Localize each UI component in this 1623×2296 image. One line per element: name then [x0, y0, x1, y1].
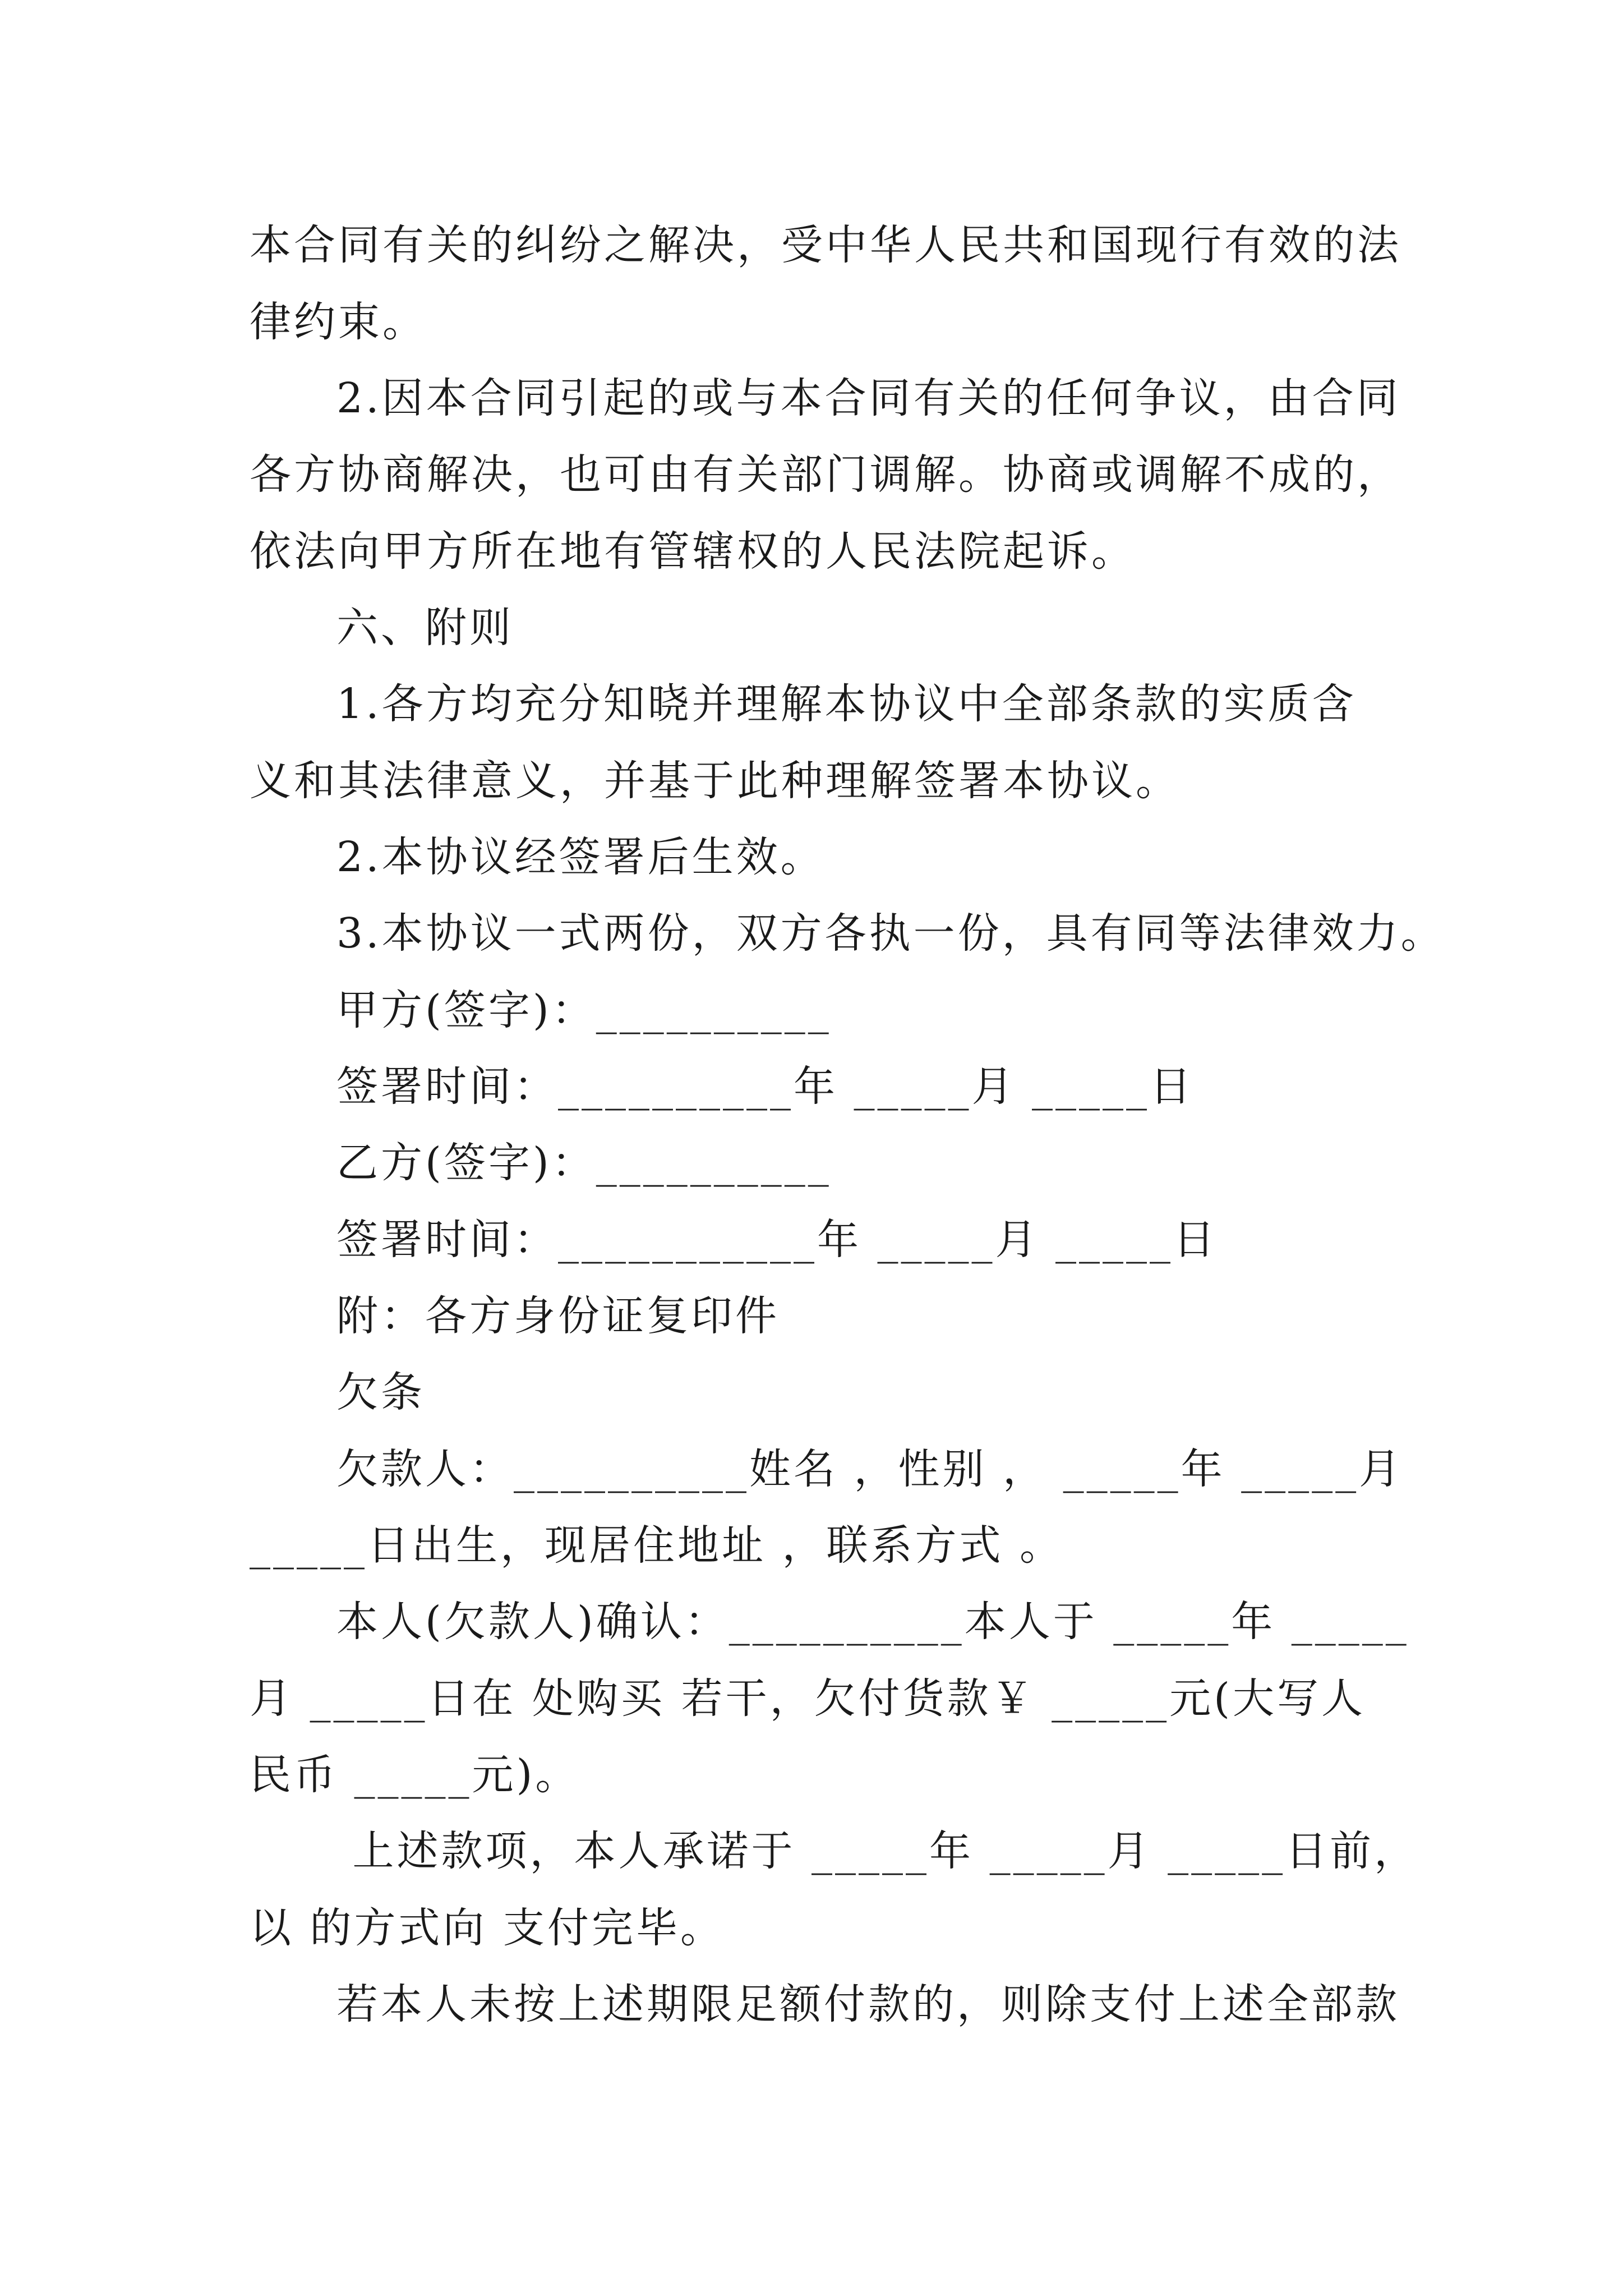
- paragraph-line: 以 的方式向 支付完毕。: [250, 1904, 725, 1952]
- paragraph-line: 2.因本合同引起的或与本合同有关的任何争议，由合同: [336, 374, 1401, 422]
- paragraph-line: 1.各方均充分知晓并理解本协议中全部条款的实质含: [336, 680, 1357, 728]
- paragraph-line: 若本人未按上述期限足额付款的，则除支付上述全部款: [336, 1980, 1400, 2028]
- party-b-date-line: 签署时间：___________年 _____月 _____日: [336, 1216, 1218, 1264]
- iou-heading: 欠条: [336, 1368, 425, 1416]
- paragraph-line: 义和其法律意义，并基于此种理解签署本协议。: [250, 757, 1180, 805]
- party-b-signature-line: 乙方(签字)：__________: [336, 1139, 832, 1187]
- section-heading: 六、附则: [336, 604, 514, 652]
- paragraph-line: 3.本协议一式两份，双方各执一份，具有同等法律效力。: [336, 909, 1445, 958]
- paragraph-line: 律约束。: [250, 298, 427, 346]
- paragraph-line: 本人(欠款人)确认：__________本人于 _____年 _____: [336, 1598, 1409, 1646]
- paragraph-line: _____日出生，现居住地址 ，联系方式 。: [250, 1521, 1064, 1570]
- party-a-signature-line: 甲方(签字)：__________: [336, 986, 832, 1034]
- paragraph-line: 上述款项，本人承诺于 _____年 _____月 _____日前，: [336, 1827, 1419, 1875]
- paragraph-line: 本合同有关的纠纷之解决，受中华人民共和国现行有效的法: [250, 221, 1401, 269]
- attachment-note: 附：各方身份证复印件: [336, 1292, 780, 1340]
- paragraph-line: 依法向甲方所在地有管辖权的人民法院起诉。: [250, 527, 1136, 576]
- paragraph-line: 月 _____日在 处购买 若干，欠付货款￥ _____元(大写人: [250, 1674, 1366, 1723]
- paragraph-line: 各方协商解决，也可由有关部门调解。协商或调解不成的，: [250, 450, 1401, 499]
- paragraph-line: 民币 _____元)。: [250, 1751, 580, 1799]
- paragraph-line: 2.本协议经签署后生效。: [336, 833, 825, 881]
- party-a-date-line: 签署时间：__________年 _____月 _____日: [336, 1062, 1195, 1111]
- paragraph-line: 欠款人：__________姓名 ，性别 ， _____年 _____月: [336, 1445, 1404, 1493]
